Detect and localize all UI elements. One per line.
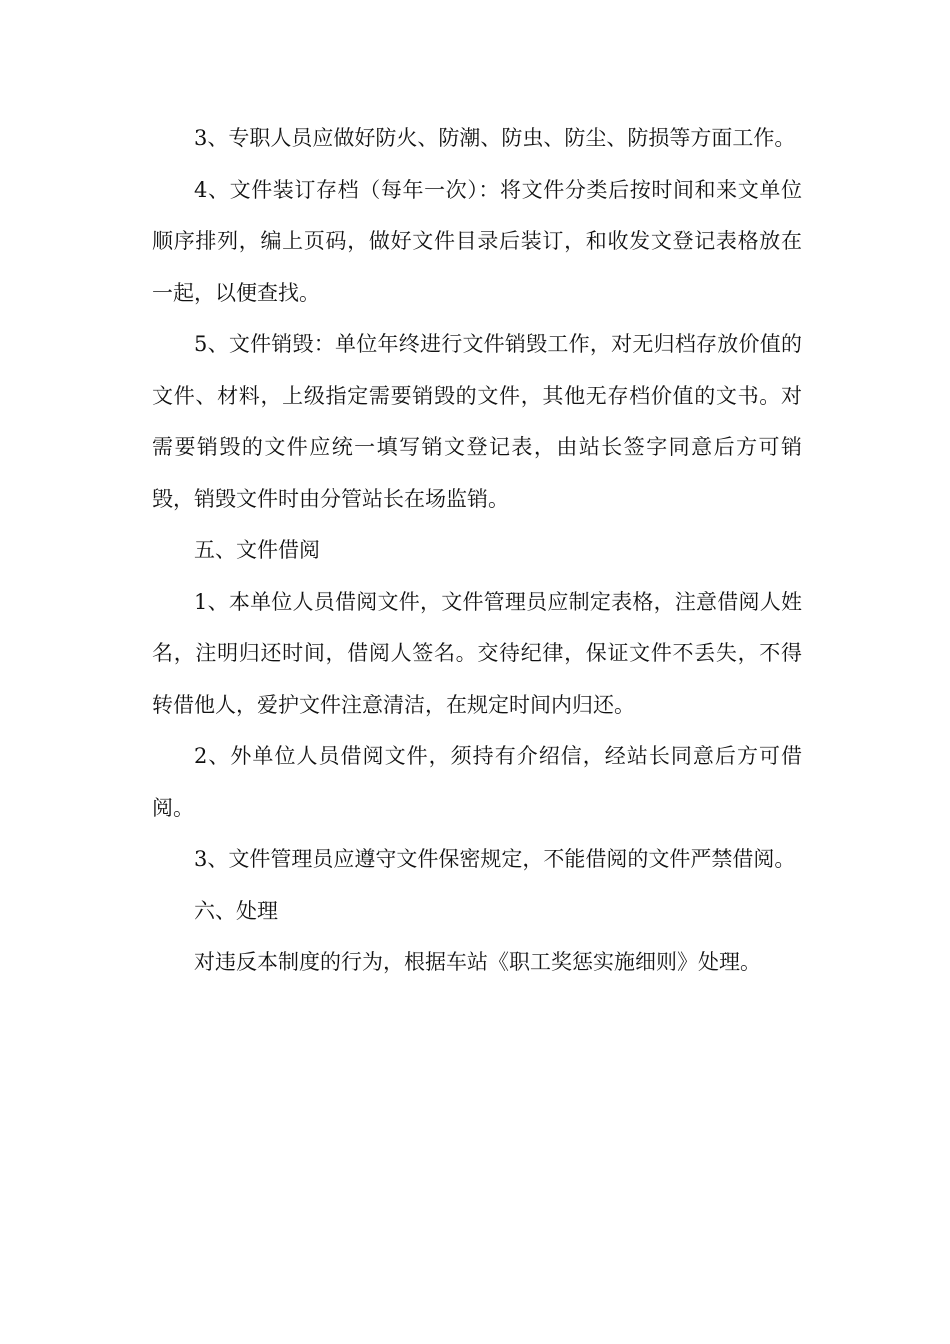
paragraph-borrow-internal: 1、本单位人员借阅文件，文件管理员应制定表格，注意借阅人姓名，注明归还时间，借阅人签名。交待纪律，保证文件不丢失，不得转借他人，爱护文件注意清洁，在规定时间内归还。 [152,589,802,717]
paragraph-handling-rule: 对违反本制度的行为，根据车站《职工奖惩实施细则》处理。 [194,950,761,974]
section-heading-borrowing: 五、文件借阅 [194,538,320,562]
paragraph-item-4-binding-archive: 4、文件装订存档（每年一次）：将文件分类后按时间和来文单位顺序排列，编上页码，做好文件目录后装订，和收发文登记表格放在一起，以便查找。 [152,177,802,305]
paragraph-item-5-destruction: 5、文件销毁：单位年终进行文件销毁工作，对无归档存放价值的文件、材料，上级指定需要销毁的文件，其他无存档价值的文书。对需要销毁的文件应统一填写销文登记表，由站长签字同意后方可销毁，销毁文件时由分管站长在场监销。 [152,332,802,511]
paragraph-borrow-external: 2、外单位人员借阅文件，须持有介绍信，经站长同意后方可借阅。 [152,744,802,820]
document-body [152,113,802,989]
paragraph-borrow-confidentiality: 3、文件管理员应遵守文件保密规定，不能借阅的文件严禁借阅。 [194,847,796,871]
paragraph-item-3-protection: 3、专职人员应做好防火、防潮、防虫、防尘、防损等方面工作。 [194,126,796,150]
section-heading-handling: 六、处理 [194,898,278,923]
